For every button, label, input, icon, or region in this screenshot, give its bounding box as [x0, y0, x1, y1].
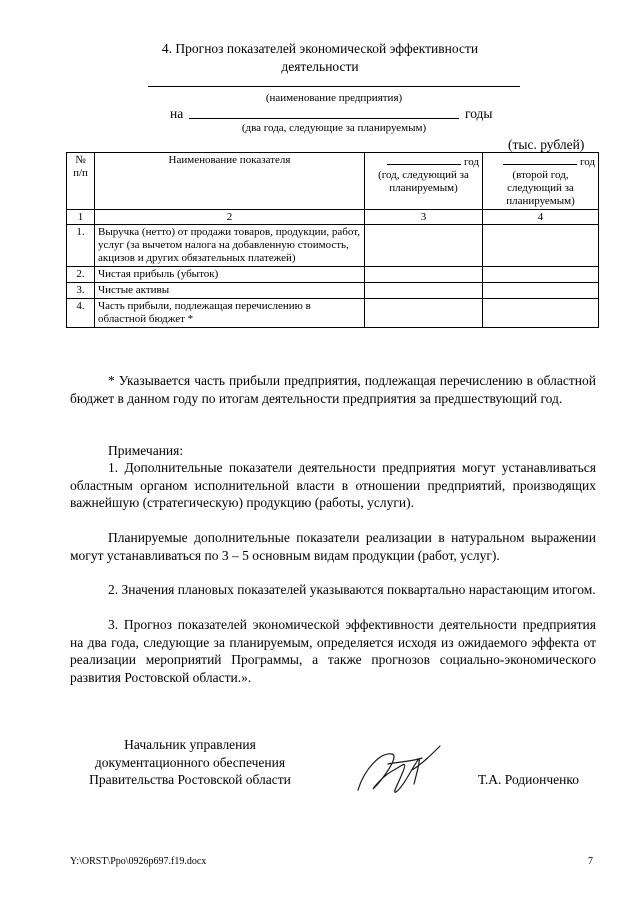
column-index: 3: [365, 210, 483, 225]
note-item: 1. Дополнительные показатели деятельности предприятия могут устанавливаться областным органом исполнительной власти в отношении предприятий, производящих важнейшую (стратегическую) продукцию (работы, услуги).: [70, 460, 596, 510]
header-year-1: год (год, следующий за планируемым): [365, 153, 483, 210]
table-row: [67, 299, 599, 328]
header-number: № п/п: [67, 153, 95, 210]
table-header-row: [67, 153, 599, 210]
row-value-year-1: [365, 299, 483, 328]
notes-title: Примечания:: [108, 443, 184, 458]
table-row: [67, 267, 599, 283]
years-caption: (два года, следующие за планируемым): [241, 122, 427, 134]
row-value-year-1: [365, 267, 483, 283]
row-value-year-2: [483, 267, 599, 283]
row-value-year-2: [483, 299, 599, 328]
row-number: 3.: [67, 283, 95, 299]
section-title-line2: деятельности: [281, 59, 359, 74]
row-number: 2.: [67, 267, 95, 283]
position-line: документационного обеспечения: [94, 754, 286, 770]
enterprise-name-line: [148, 86, 520, 87]
years-line: [189, 118, 459, 119]
years-suffix: годы: [465, 106, 493, 121]
row-indicator: Чистые активы: [95, 283, 365, 299]
units-label: (тыс. рублей): [508, 137, 585, 152]
column-index: 2: [95, 210, 365, 225]
header-indicator-name: Наименование показателя: [95, 153, 365, 210]
handwritten-signature: [352, 740, 444, 802]
row-number: 1.: [67, 225, 95, 267]
note-item: 3. Прогноз показателей экономической эффективности деятельности предприятия на два года, следующие за планируемым, определяется исходя из ожидаемого эффекта от реализации мероприятий Программы, а также прогнозов социально-экономического развития Ростовской области.».: [70, 617, 596, 685]
row-indicator: Чистая прибыль (убыток): [95, 267, 365, 283]
row-indicator: Выручка (нетто) от продажи товаров, продукции, работ, услуг (за вычетом налога на добавленную стоимость, акцизов и других обязательных платежей): [95, 225, 365, 267]
row-value-year-2: [483, 283, 599, 299]
note-item: 2. Значения плановых показателей указываются поквартально нарастающим итогом.: [108, 582, 596, 597]
year-2-blank: [503, 154, 577, 165]
column-index: 4: [483, 210, 599, 225]
page-number: 7: [588, 856, 593, 867]
table-row: [67, 283, 599, 299]
table-numbering-row: [67, 210, 599, 225]
note-item: Планируемые дополнительные показатели реализации в натуральном выражении могут устанавливаться по 3 – 5 основным видам продукции (работ, услуг).: [70, 530, 596, 563]
forecast-table: [66, 152, 599, 328]
row-value-year-1: [365, 283, 483, 299]
column-index: 1: [67, 210, 95, 225]
signatory-name: Т.А. Родионченко: [478, 772, 579, 787]
table-row: [67, 225, 599, 267]
row-value-year-1: [365, 225, 483, 267]
file-path: Y:\ORST\Ppo\0926p697.f19.docx: [70, 856, 207, 867]
section-title-line1: 4. Прогноз показателей экономической эффективности: [161, 41, 479, 56]
footnote: * Указывается часть прибыли предприятия, подлежащая перечислению в областной бюджет в данном году по итогам деятельности предприятия за предшествующий год.: [70, 373, 596, 406]
header-year-2: год (второй год, следующий за планируемым): [483, 153, 599, 210]
position-line: Начальник управления: [124, 737, 256, 752]
signatory-position: [70, 736, 310, 789]
row-number: 4.: [67, 299, 95, 328]
years-prefix: на: [170, 106, 184, 121]
row-indicator: Часть прибыли, подлежащая перечислению в областной бюджет *: [95, 299, 365, 328]
enterprise-caption: (наименование предприятия): [265, 92, 403, 104]
position-line: Правительства Ростовской области: [89, 772, 291, 787]
year-1-blank: [387, 154, 461, 165]
row-value-year-2: [483, 225, 599, 267]
